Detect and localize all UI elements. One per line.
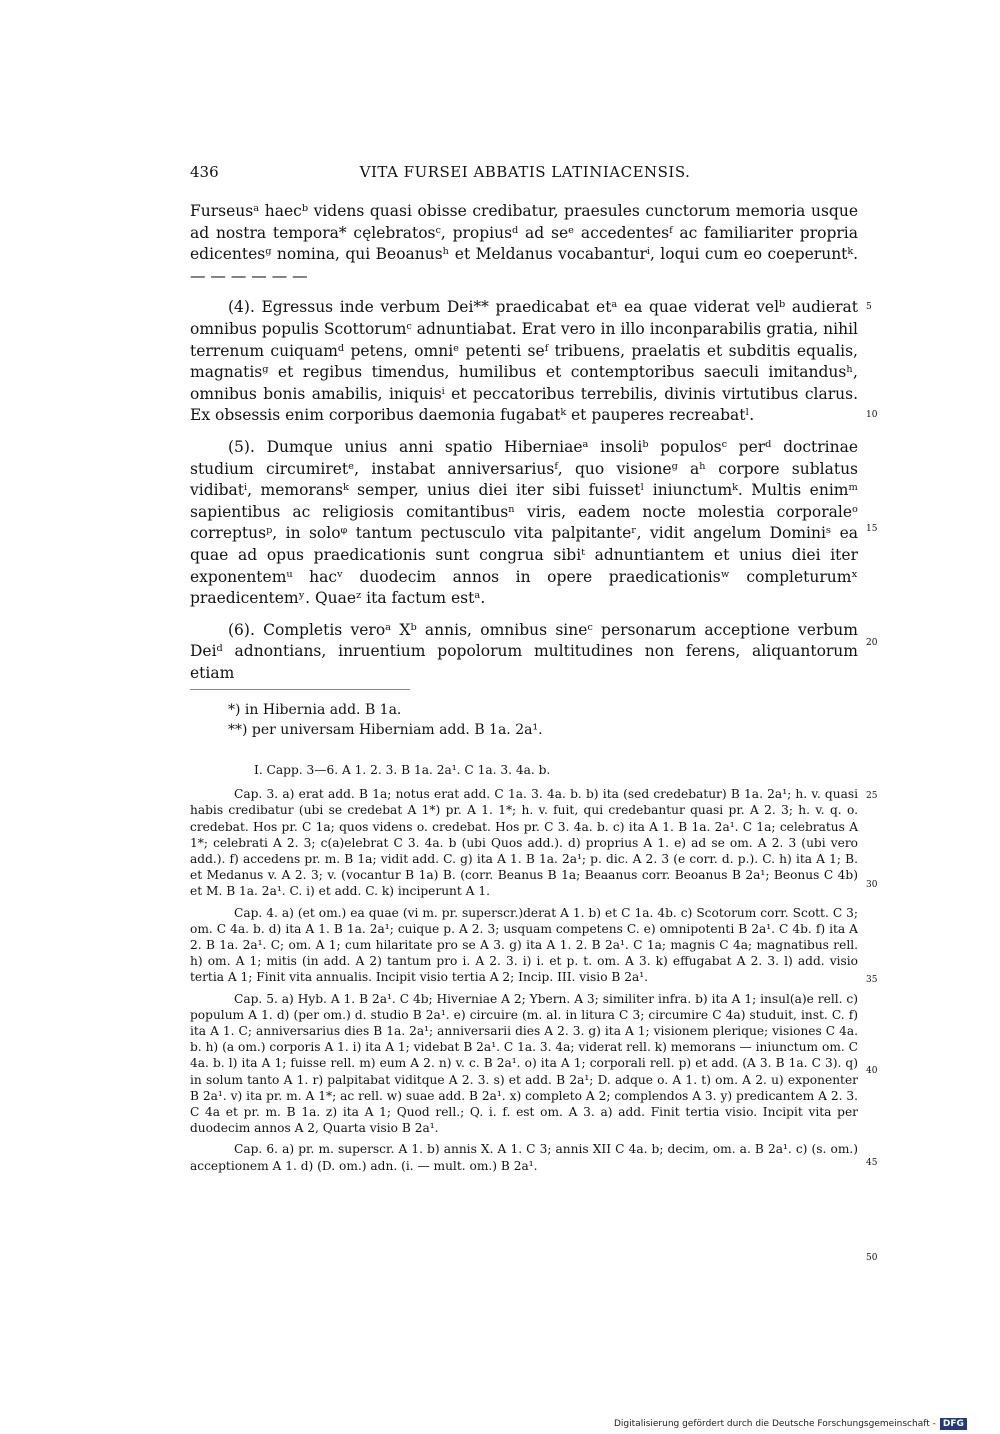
apparatus-cap-3: Cap. 3. a) erat add. B 1a; notus erat add. C 1a. 3. 4a. b. b) ita (sed credebatur) B 1a. 2a¹; h. v. quasi habis credibatur (ubi se credebat A 1*) pr. A 1. 1*; h. v. fuit, qui credebantur quasi pr. A 2. 3; h. v. q. o. credebat. Hos pr. C 1a; quos videns o. credebat. Hos pr. C 3. 4a. b. c) ita A 1. B 1a. 2a¹. C 1a; celebratus A 1*; celebrati A 2. 3; c(a)elebrat C 3. 4a. b (ubi Quos add.). d) proprius A 1. e) ad se om. A 2. 3 (ubi vero add.). f) accedens pr. m. B 1a; vidit add. C. g) ita A 1. B 1a. 2a¹; p. dic. A 2. 3 (e corr. d. p.). C. h) ita A 1; B. et Medanus v. A 2. 3; v. (vocantur B 1a) B. (corr. Beanus B 1a; Beaanus corr. Beoanus B 2a¹; Beonus C 4b) et M. B 1a. 2a¹. C. i) et add. C. k) inciperunt A 1. (190, 787, 858, 899)
page-header (190, 163, 860, 185)
footnote: **) per universam Hiberniam add. B 1a. 2a¹. (228, 722, 543, 738)
critical-apparatus (190, 762, 858, 1179)
apparatus-cap-4: Cap. 4. a) (et om.) ea quae (vi m. pr. superscr.)derat A 1. b) et C 1a. 4b. c) Scotorum corr. Scott. C 3; om. C 4a. b. d) ita A 1. B 1a. 2a¹; cuique p. A 2. 3; usquam competens C. e) omnipotenti B 2a¹. C 4b. f) ita A 2. B 1a. 2a¹. C; om. A 1; cum hilaritate pro se A 3. g) ita A 1. 2. B 2a¹. C 1a; magnis C 4a; magnatibus rell. h) om. A 1; mitis (in add. A 2) tantum pro i. A 2. 3. i) i. et p. t. om. A 3. k) effugabat A 2. 3. l) add. visio tertia A 1; Finit vita annualis. Incipit visio tertia A 2; Incip. III. visio B 2a¹. (190, 905, 858, 985)
apparatus-cap-5: Cap. 5. a) Hyb. A 1. B 2a¹. C 4b; Hiverniae A 2; Ybern. A 3; similiter infra. b) ita A 1; insul(a)e rell. c) populum A 1. d) (per om.) d. studio B 2a¹. e) circuire (m. al. in litura C 3; circumire C 4a) studuit, inst. C. f) ita A 1. C; anniversarius dies B 1a. 2a¹; anniversarii dies A 2. 3. g) ita A 1; visionem plerique; visiones C 4a. b. h) (a om.) corporis A 1. i) ita A 1; videbat B 2a¹. C 1a. 3. 4a; viderat rell. k) memorans — iniunctum om. C 4a. b. l) ita A 1; fuisse rell. m) eum A 2. n) v. c. B 2a¹. o) ita A 1; corporali rell. p) et add. (A 3. B 1a. C 3). q) in solum tanto A 1. r) palpitabat viditque A 2. 3. s) et add. B 2a¹; D. adque o. A 1. t) om. A 2. u) exponenter B 2a¹. v) ita pr. m. A 1*; ac rell. w) suae add. B 2a¹. x) completo A 2; complendos A 3. y) predicantem A 2. 3. C 4a et pr. m. B 1a. z) ita A 1; Quod rell.; Q. i. f. est om. A 3. a) add. Finit tertia visio. Incipit vita per duodecim annos A 2, Quarta visio B 2a¹. (190, 991, 858, 1136)
line-number: 25 (866, 791, 878, 801)
paragraph-1: Furseusᵃ haecᵇ videns quasi obisse credibatur, praesules cunctorum memoria usque ad nostra tempora* cęlebratosᶜ, propiusᵈ ad seᵉ accedentesᶠ ac familiariter propria edicentesᵍ nomina, qui Beoanusʰ et Meldanus vocabanturⁱ, loqui cum eo coeperuntᵏ. — — — — — — (190, 202, 858, 285)
paragraph-2: (4). Egressus inde verbum Dei** praedicabat etᵃ ea quae viderat velᵇ audierat omnibus populis Scottorumᶜ adnuntiabat. Erat vero in illo inconparabilis gratia, nihil terrenum cuiquamᵈ petens, omniᵉ petenti seᶠ tribuens, praelatis et subditis equalis, magnatisᵍ et regibus timendus, humilibus et contemptoribus saeculi imitandusʰ, omnibus bonis amabilis, iniquisⁱ et peccatoribus terrebilis, divinis virtutibus clarus. Ex obsessis enim corporibus daemonia fugabatᵏ et pauperes recreabatˡ. (190, 298, 858, 425)
paragraph-4: (6). Completis veroᵃ Xᵇ annis, omnibus sineᶜ personarum acceptione verbum Deiᵈ adnontians, inruentium popolorum multitudines non ferens, aliquantorum etiam (190, 620, 858, 682)
line-number: 5 (866, 302, 872, 312)
footer-text: Digitalisierung gefördert durch die Deutsche Forschungsgemeinschaft - (614, 1419, 936, 1429)
apparatus-sources: I. Capp. 3—6. A 1. 2. 3. B 1a. 2a¹. C 1a. 3. 4a. b. (254, 763, 551, 777)
line-number: 45 (866, 1158, 878, 1168)
line-number: 35 (866, 975, 878, 985)
main-text (190, 201, 858, 694)
line-number: 15 (866, 524, 878, 534)
running-title: VITA FURSEI ABBATIS LATINIACENSIS. (359, 163, 691, 181)
footnote: *) in Hibernia add. B 1a. (228, 702, 402, 718)
footnotes (190, 700, 858, 740)
line-number: 50 (866, 1253, 878, 1263)
apparatus-cap-6: Cap. 6. a) pr. m. superscr. A 1. b) annis X. A 1. C 3; annis XII C 4a. b; decim, om. a. B 2a¹. c) (s. om.) acceptionem A 1. d) (D. om.) adn. (i. — mult. om.) B 2a¹. (190, 1142, 858, 1173)
line-number: 40 (866, 1066, 878, 1076)
footnote-divider (190, 689, 410, 690)
page-number: 436 (190, 163, 219, 181)
line-number: 30 (866, 880, 878, 890)
paragraph-3: (5). Dumque unius anni spatio Hiberniaeᵃ insoliᵇ populosᶜ perᵈ doctrinae studium circumiretᵉ, instabat anniversariusᶠ, quo visioneᵍ aʰ corpore sublatus vidibatⁱ, memoransᵏ semper, unius diei iter sibi fuissetˡ iniunctumᵏ. Multis enimᵐ sapientibus ac religiosis comitantibusⁿ viris, eadem nocte molestia corporaleᵒ correptusᵖ, in soloᵠ tantum pectusculo vita palpitanteʳ, vidit angelum Dominiˢ ea quae ad opus praedicationis sunt congrua sibiᵗ adnuntiantem et unius diei iter exponentemᵘ hacᵛ duodecim annos in opere praedicationisʷ completurumˣ praedicentemʸ. Quaeᶻ ita factum estᵃ. (190, 437, 858, 608)
line-number: 10 (866, 410, 878, 420)
digitization-footer (614, 1418, 967, 1430)
dfg-logo: DFG (940, 1418, 967, 1430)
line-number: 20 (866, 638, 878, 648)
